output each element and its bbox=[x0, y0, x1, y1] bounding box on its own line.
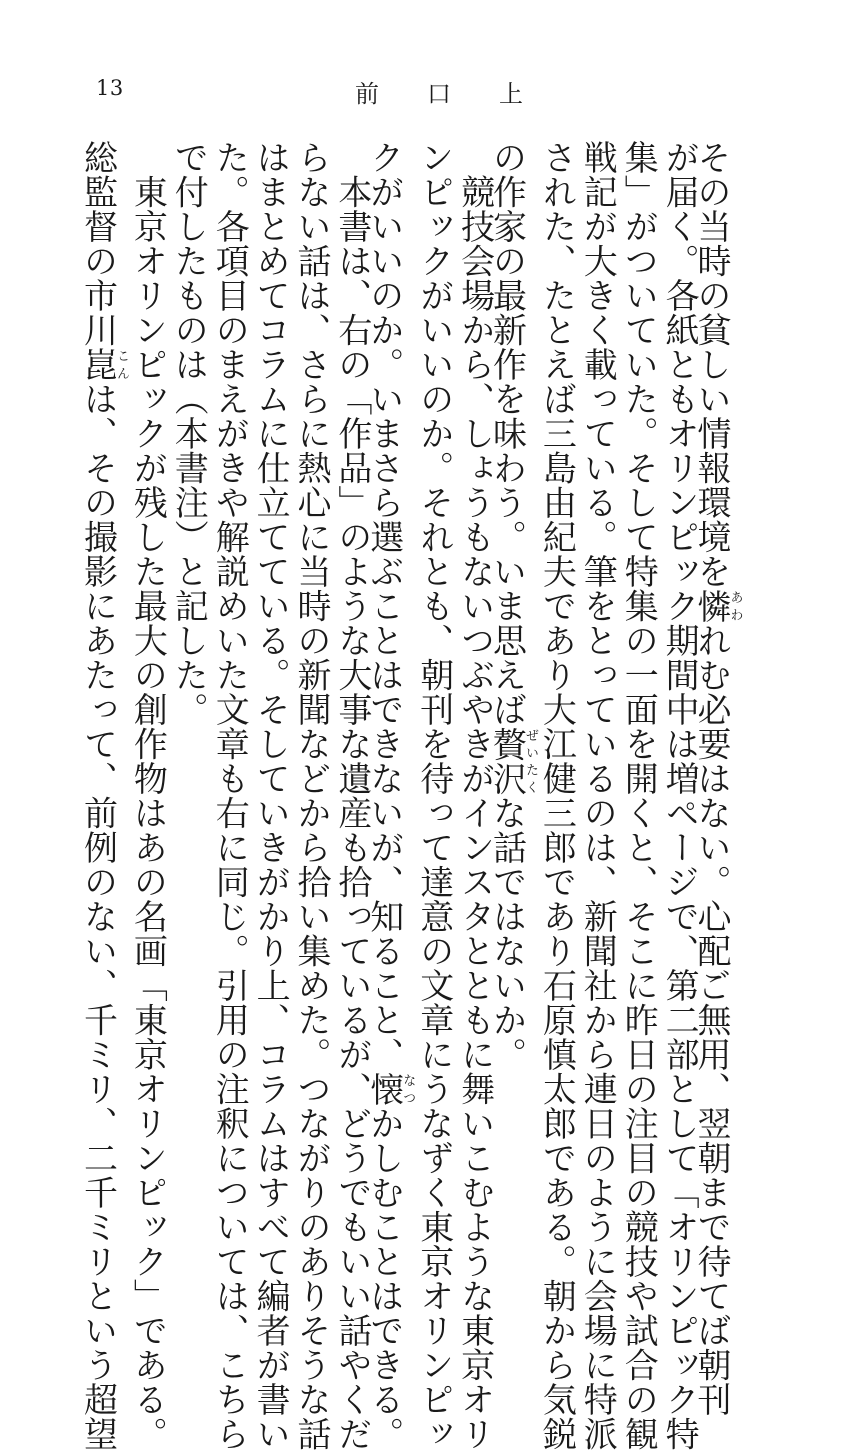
text-run: ンピックがいいのか。それとも、朝刊を待って達意の文章にうなずく東京オリンピッ bbox=[414, 140, 454, 1451]
ruby-word bbox=[78, 347, 118, 382]
running-head: 前口上 bbox=[355, 74, 571, 109]
text-run: らない話は、さらに熱心に当時の新聞などから拾い集めた。つながりのありそうな話 bbox=[291, 140, 331, 1451]
text-column bbox=[575, 140, 619, 1130]
text-run: 集」がついていた。そして特集の一面を開くと、そこに昨日の注目の競技や試合の観 bbox=[618, 140, 658, 1451]
text-run: はまとめてコラムに仕立てている。そしていきがかり上、コラムはすべて編者が書い bbox=[250, 140, 290, 1451]
text-run: かしむことはできる。 bbox=[364, 1106, 404, 1451]
ruby-base: 憐 bbox=[691, 589, 731, 624]
text-run: 戦記が大きく載っている。筆をとっているのは、新聞社から連日のように会場に特派 bbox=[577, 140, 617, 1451]
text-run: た。各項目のまえがきや解説めいた文章も右に同じ。引用の注釈については、こちら bbox=[209, 140, 249, 1451]
text-run: クがいいのか。いまさら選ぶことはできないが、知ること、 bbox=[364, 140, 404, 1072]
text-column bbox=[166, 140, 210, 1130]
text-column bbox=[207, 140, 251, 1130]
ruby-reading: なつ bbox=[400, 1072, 415, 1107]
page-number: 13 bbox=[96, 76, 124, 100]
text-column bbox=[616, 140, 660, 1130]
text-run: が届く。各紙ともオリンピック期間中は増ページで、第二部として「オリンピック特 bbox=[659, 140, 699, 1451]
ruby-reading: こん bbox=[114, 347, 129, 382]
text-run: された、たとえば三島由紀夫であり大江健三郎であり石原慎太郎である。朝から気鋭 bbox=[536, 140, 576, 1451]
ruby-base: 崑 bbox=[78, 347, 118, 382]
text-column bbox=[330, 140, 374, 1130]
text-column bbox=[85, 140, 129, 1130]
text-column bbox=[657, 140, 701, 1130]
text-column bbox=[534, 140, 578, 1130]
text-column bbox=[453, 140, 497, 1130]
text-column bbox=[412, 140, 456, 1130]
text-run: その当時の貧しい情報環境を bbox=[691, 140, 731, 589]
ruby-base: 贅沢 bbox=[487, 727, 527, 796]
text-run: な話ではないか。 bbox=[487, 796, 527, 1072]
text-run: 競技会場から、しょうもないつぶやきがインスタとともに舞いこむような東京オリ bbox=[455, 140, 495, 1451]
text-column bbox=[248, 140, 292, 1130]
text-run: は、その撮影にあたって、前例のない、千ミリ、二千ミリという超望 bbox=[78, 382, 118, 1451]
text-run: 総監督の市川 bbox=[78, 140, 118, 347]
ruby-reading: あわ bbox=[728, 589, 743, 624]
text-run: で付したものは（本書注）と記した。 bbox=[168, 140, 208, 727]
text-column bbox=[698, 140, 742, 1130]
text-column bbox=[289, 140, 333, 1130]
ruby-base: 懐 bbox=[364, 1072, 404, 1107]
text-column bbox=[125, 140, 169, 1130]
text-run: の作家の最新作を味わう。いま思えば bbox=[487, 140, 527, 727]
text-run: 東京オリンピックが残した最大の創作物はあの名画「東京オリンピック」である。 bbox=[127, 140, 167, 1451]
ruby-reading: ぜいたく bbox=[523, 727, 538, 796]
text-column bbox=[371, 140, 415, 1130]
text-column bbox=[494, 140, 538, 1130]
text-run: れむ必要はない。心配ご無用、翌朝まで待てば朝刊 bbox=[691, 623, 731, 1417]
page-header bbox=[0, 74, 841, 110]
text-run: 本書は、右の「作品」のような大事な遺産も拾っているが、どうでもいい話やくだ bbox=[332, 140, 372, 1451]
